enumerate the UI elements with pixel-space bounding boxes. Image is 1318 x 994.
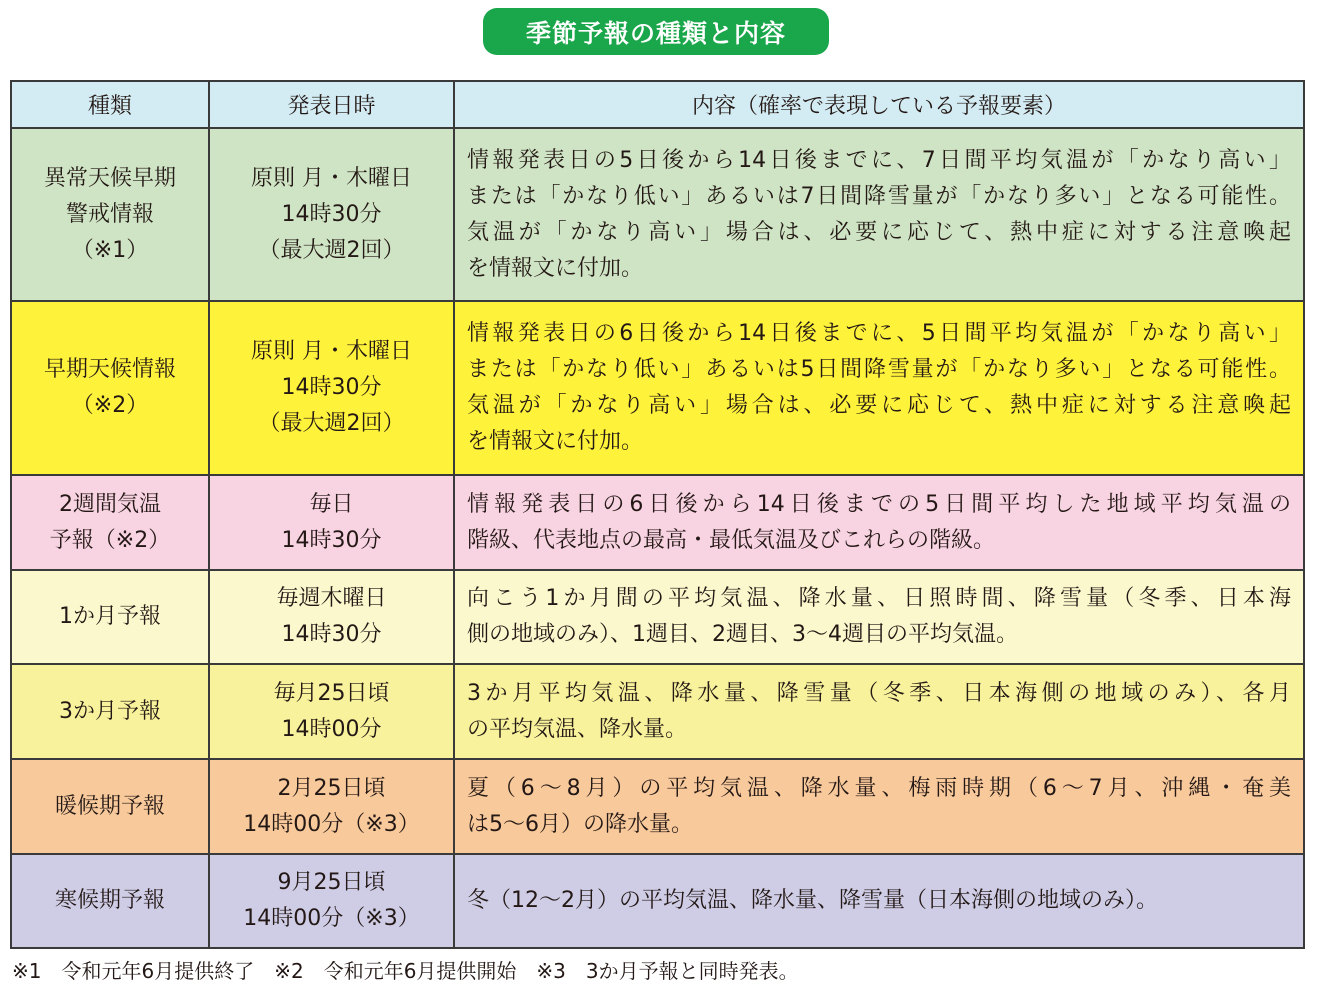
type-cell-line: 警戒情報 (65, 201, 154, 227)
table-row (11, 854, 1304, 948)
type-cell-line: 早期天候情報 (43, 357, 176, 382)
content-cell-line: 冬（12～2月）の平均気温、降水量、降雪量（日本海側の地域のみ）。 (467, 888, 1158, 913)
issue-time-cell (209, 128, 454, 301)
type-cell (11, 301, 209, 475)
content-cell-line: 向こう1か月間の平均気温、降水量、日照時間、降雪量（冬季、日本海 (467, 586, 1291, 611)
type-cell-line: 異常天候早期 (43, 165, 176, 191)
table-row (11, 664, 1304, 759)
table-row (11, 128, 1304, 301)
type-cell (11, 854, 209, 948)
issue-time-cell-line: （最大週2回） (258, 237, 405, 263)
content-cell-line: または「かなり低い」あるいは5日間降雪量が「かなり多い」となる可能性。 (467, 357, 1291, 382)
issue-time-cell-line: 2月25日頃 (277, 775, 386, 801)
issue-time-cell-line: （最大週2回） (258, 411, 405, 436)
content-cell-line: 夏（6～8月）の平均気温、降水量、梅雨時期（6～7月、沖縄・奄美 (467, 775, 1291, 801)
content-cell-line: 3か月平均気温、降水量、降雪量（冬季、日本海側の地域のみ）、各月 (467, 680, 1291, 706)
content-cell-line: を情報文に付加。 (467, 429, 644, 454)
issue-time-cell-line: 原則 月・木曜日 (251, 165, 412, 191)
page-title: 季節予報の種類と内容 (483, 8, 829, 55)
content-cell-line: を情報文に付加。 (467, 255, 644, 281)
issue-time-cell-line: 毎週木曜日 (276, 586, 387, 611)
issue-time-cell (209, 664, 454, 759)
issue-time-cell (209, 759, 454, 854)
issue-time-cell-line: 14時00分（※3） (243, 811, 420, 837)
content-cell-line: 情報発表日の6日後から14日後までに、5日間平均気温が「かなり高い」 (467, 321, 1291, 346)
content-cell (454, 301, 1304, 475)
table-row (11, 759, 1304, 854)
header-content: 内容（確率で表現している予報要素） (454, 81, 1304, 128)
content-cell-line: 情報発表日の5日後から14日後までに、7日間平均気温が「かなり高い」 (467, 147, 1291, 173)
content-cell-line: 気温が「かなり高い」場合は、必要に応じて、熱中症に対する注意喚起 (467, 219, 1291, 245)
issue-time-cell-line: 14時30分 (281, 622, 382, 647)
type-cell-line: （※2） (71, 393, 149, 418)
issue-time-cell (209, 475, 454, 570)
content-cell (454, 664, 1304, 759)
issue-time-cell-line: 毎日 (309, 491, 354, 517)
header-type: 種類 (11, 81, 209, 128)
type-cell-line: 1か月予報 (59, 604, 161, 629)
issue-time-cell-line: 原則 月・木曜日 (251, 339, 412, 364)
content-cell (454, 475, 1304, 570)
content-cell-line: 階級、代表地点の最高・最低気温及びこれらの階級。 (467, 527, 996, 553)
type-cell-line: 3か月予報 (59, 698, 161, 724)
table-row (11, 301, 1304, 475)
issue-time-cell-line: 14時30分 (281, 375, 382, 400)
header-time: 発表日時 (209, 81, 454, 128)
issue-time-cell-line: 14時00分（※3） (243, 906, 420, 931)
type-cell (11, 759, 209, 854)
content-cell-line: 情報発表日の6日後から14日後までの5日間平均した地域平均気温の (467, 491, 1291, 517)
issue-time-cell-line: 9月25日頃 (277, 870, 386, 895)
issue-time-cell (209, 301, 454, 475)
type-cell-line: 寒候期予報 (54, 888, 165, 913)
type-cell-line: 暖候期予報 (54, 793, 165, 819)
type-cell (11, 664, 209, 759)
content-cell-line: 側の地域のみ）、1週目、2週目、3～4週目の平均気温。 (467, 622, 1018, 647)
issue-time-cell-line: 毎月25日頃 (273, 680, 390, 706)
content-cell-line: の平均気温、降水量。 (467, 716, 688, 742)
issue-time-cell-line: 14時30分 (281, 527, 382, 553)
footnote: ※1 令和元年6月提供終了 ※2 令和元年6月提供開始 ※3 3か月予報と同時発表。 (12, 959, 799, 983)
content-cell-line: 気温が「かなり高い」場合は、必要に応じて、熱中症に対する注意喚起 (467, 393, 1291, 418)
type-cell (11, 475, 209, 570)
issue-time-cell (209, 570, 454, 664)
content-cell-line: または「かなり低い」あるいは7日間降雪量が「かなり多い」となる可能性。 (467, 183, 1291, 209)
type-cell (11, 570, 209, 664)
content-cell (454, 759, 1304, 854)
table-row (11, 570, 1304, 664)
type-cell-line: （※1） (71, 237, 149, 263)
issue-time-cell-line: 14時30分 (281, 201, 382, 227)
type-cell (11, 128, 209, 301)
content-cell (454, 854, 1304, 948)
issue-time-cell-line: 14時00分 (281, 716, 382, 742)
content-cell-line: は5～6月）の降水量。 (467, 811, 693, 837)
table-header-row (11, 81, 1304, 128)
type-cell-line: 予報（※2） (49, 527, 171, 553)
content-cell (454, 570, 1304, 664)
issue-time-cell (209, 854, 454, 948)
type-cell-line: 2週間気温 (59, 491, 161, 517)
seasonal-forecast-table (10, 80, 1305, 949)
table-row (11, 475, 1304, 570)
content-cell (454, 128, 1304, 301)
